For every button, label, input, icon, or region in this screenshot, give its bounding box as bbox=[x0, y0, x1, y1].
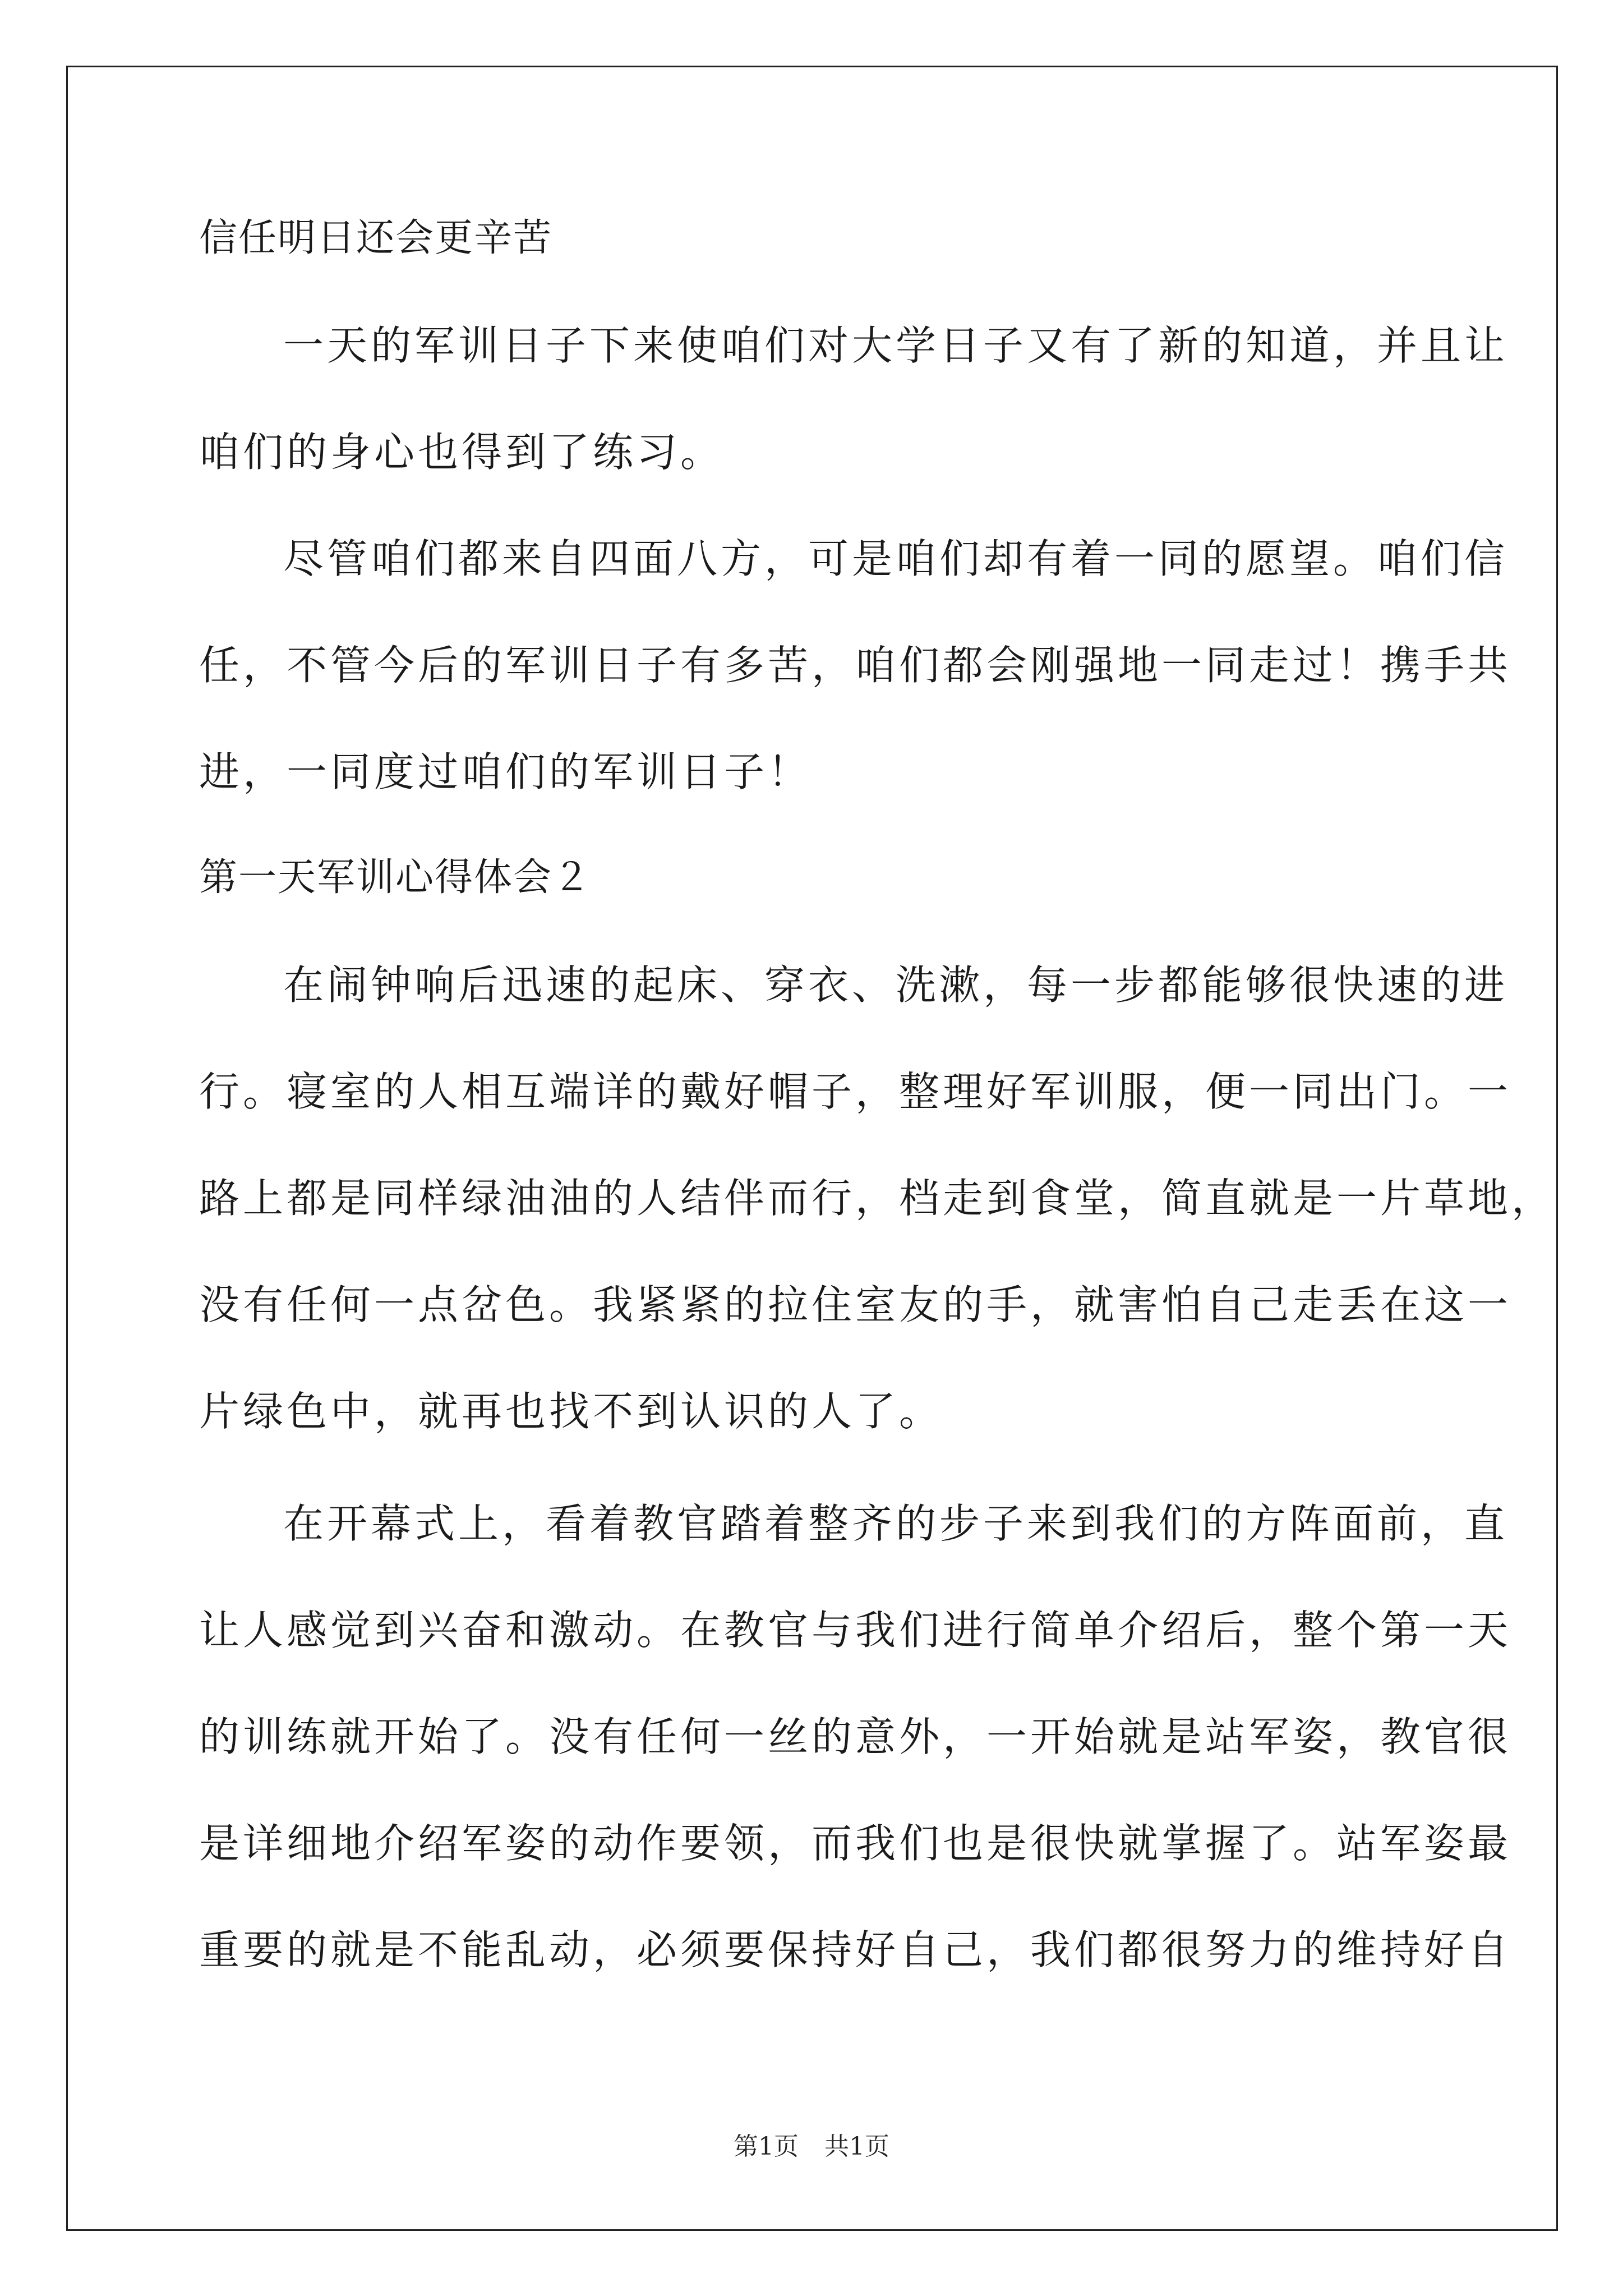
paragraph-line: 咱们的身心也得到了练习。 bbox=[199, 429, 725, 476]
paragraph-line: 任，不管今后的军训日子有多苦，咱们都会刚强地一同走过！携手共 bbox=[199, 642, 1512, 689]
paragraph-line: 让人感觉到兴奋和激动。在教官与我们进行简单介绍后，整个第一天 bbox=[199, 1607, 1512, 1654]
section-title: 第一天军训心得体会２ bbox=[199, 855, 592, 900]
paragraph-line: 进，一同度过咱们的军训日子！ bbox=[199, 748, 812, 795]
page-border bbox=[66, 66, 1558, 2231]
paragraph-line: 片绿色中，就再也找不到认识的人了。 bbox=[199, 1388, 943, 1435]
paragraph-line: 路上都是同样绿油油的人结伴而行，档走到食堂，简直就是一片草地， bbox=[199, 1175, 1556, 1222]
paragraph-line: 在开幕式上，看着教官踏着整齐的步子来到我们的方阵面前，直 bbox=[283, 1500, 1509, 1547]
paragraph-line: 尽管咱们都来自四面八方，可是咱们却有着一同的愿望。咱们信 bbox=[283, 535, 1509, 582]
page-number: 第1页 bbox=[734, 2132, 799, 2161]
page-footer bbox=[0, 2126, 1623, 2162]
paragraph-line: 没有任何一点岔色。我紧紧的拉住室友的手，就害怕自己走丢在这一 bbox=[199, 1281, 1512, 1328]
paragraph-line: 是详细地介绍军姿的动作要领，而我们也是很快就掌握了。站军姿最 bbox=[199, 1820, 1512, 1867]
paragraph-line: 的训练就开始了。没有任何一丝的意外，一开始就是站军姿，教官很 bbox=[199, 1713, 1512, 1760]
section-title: 信任明日还会更辛苦 bbox=[199, 216, 553, 260]
paragraph-line: 行。寝室的人相互端详的戴好帽子，整理好军训服，便一同出门。一 bbox=[199, 1068, 1512, 1115]
total-pages: 共1页 bbox=[824, 2132, 889, 2161]
paragraph-line: 重要的就是不能乱动，必须要保持好自己，我们都很努力的维持好自 bbox=[199, 1926, 1512, 1973]
paragraph-line: 一天的军训日子下来使咱们对大学日子又有了新的知道，并且让 bbox=[283, 322, 1509, 369]
paragraph-line: 在闹钟响后迅速的起床、穿衣、洗漱，每一步都能够很快速的进 bbox=[283, 961, 1509, 1009]
